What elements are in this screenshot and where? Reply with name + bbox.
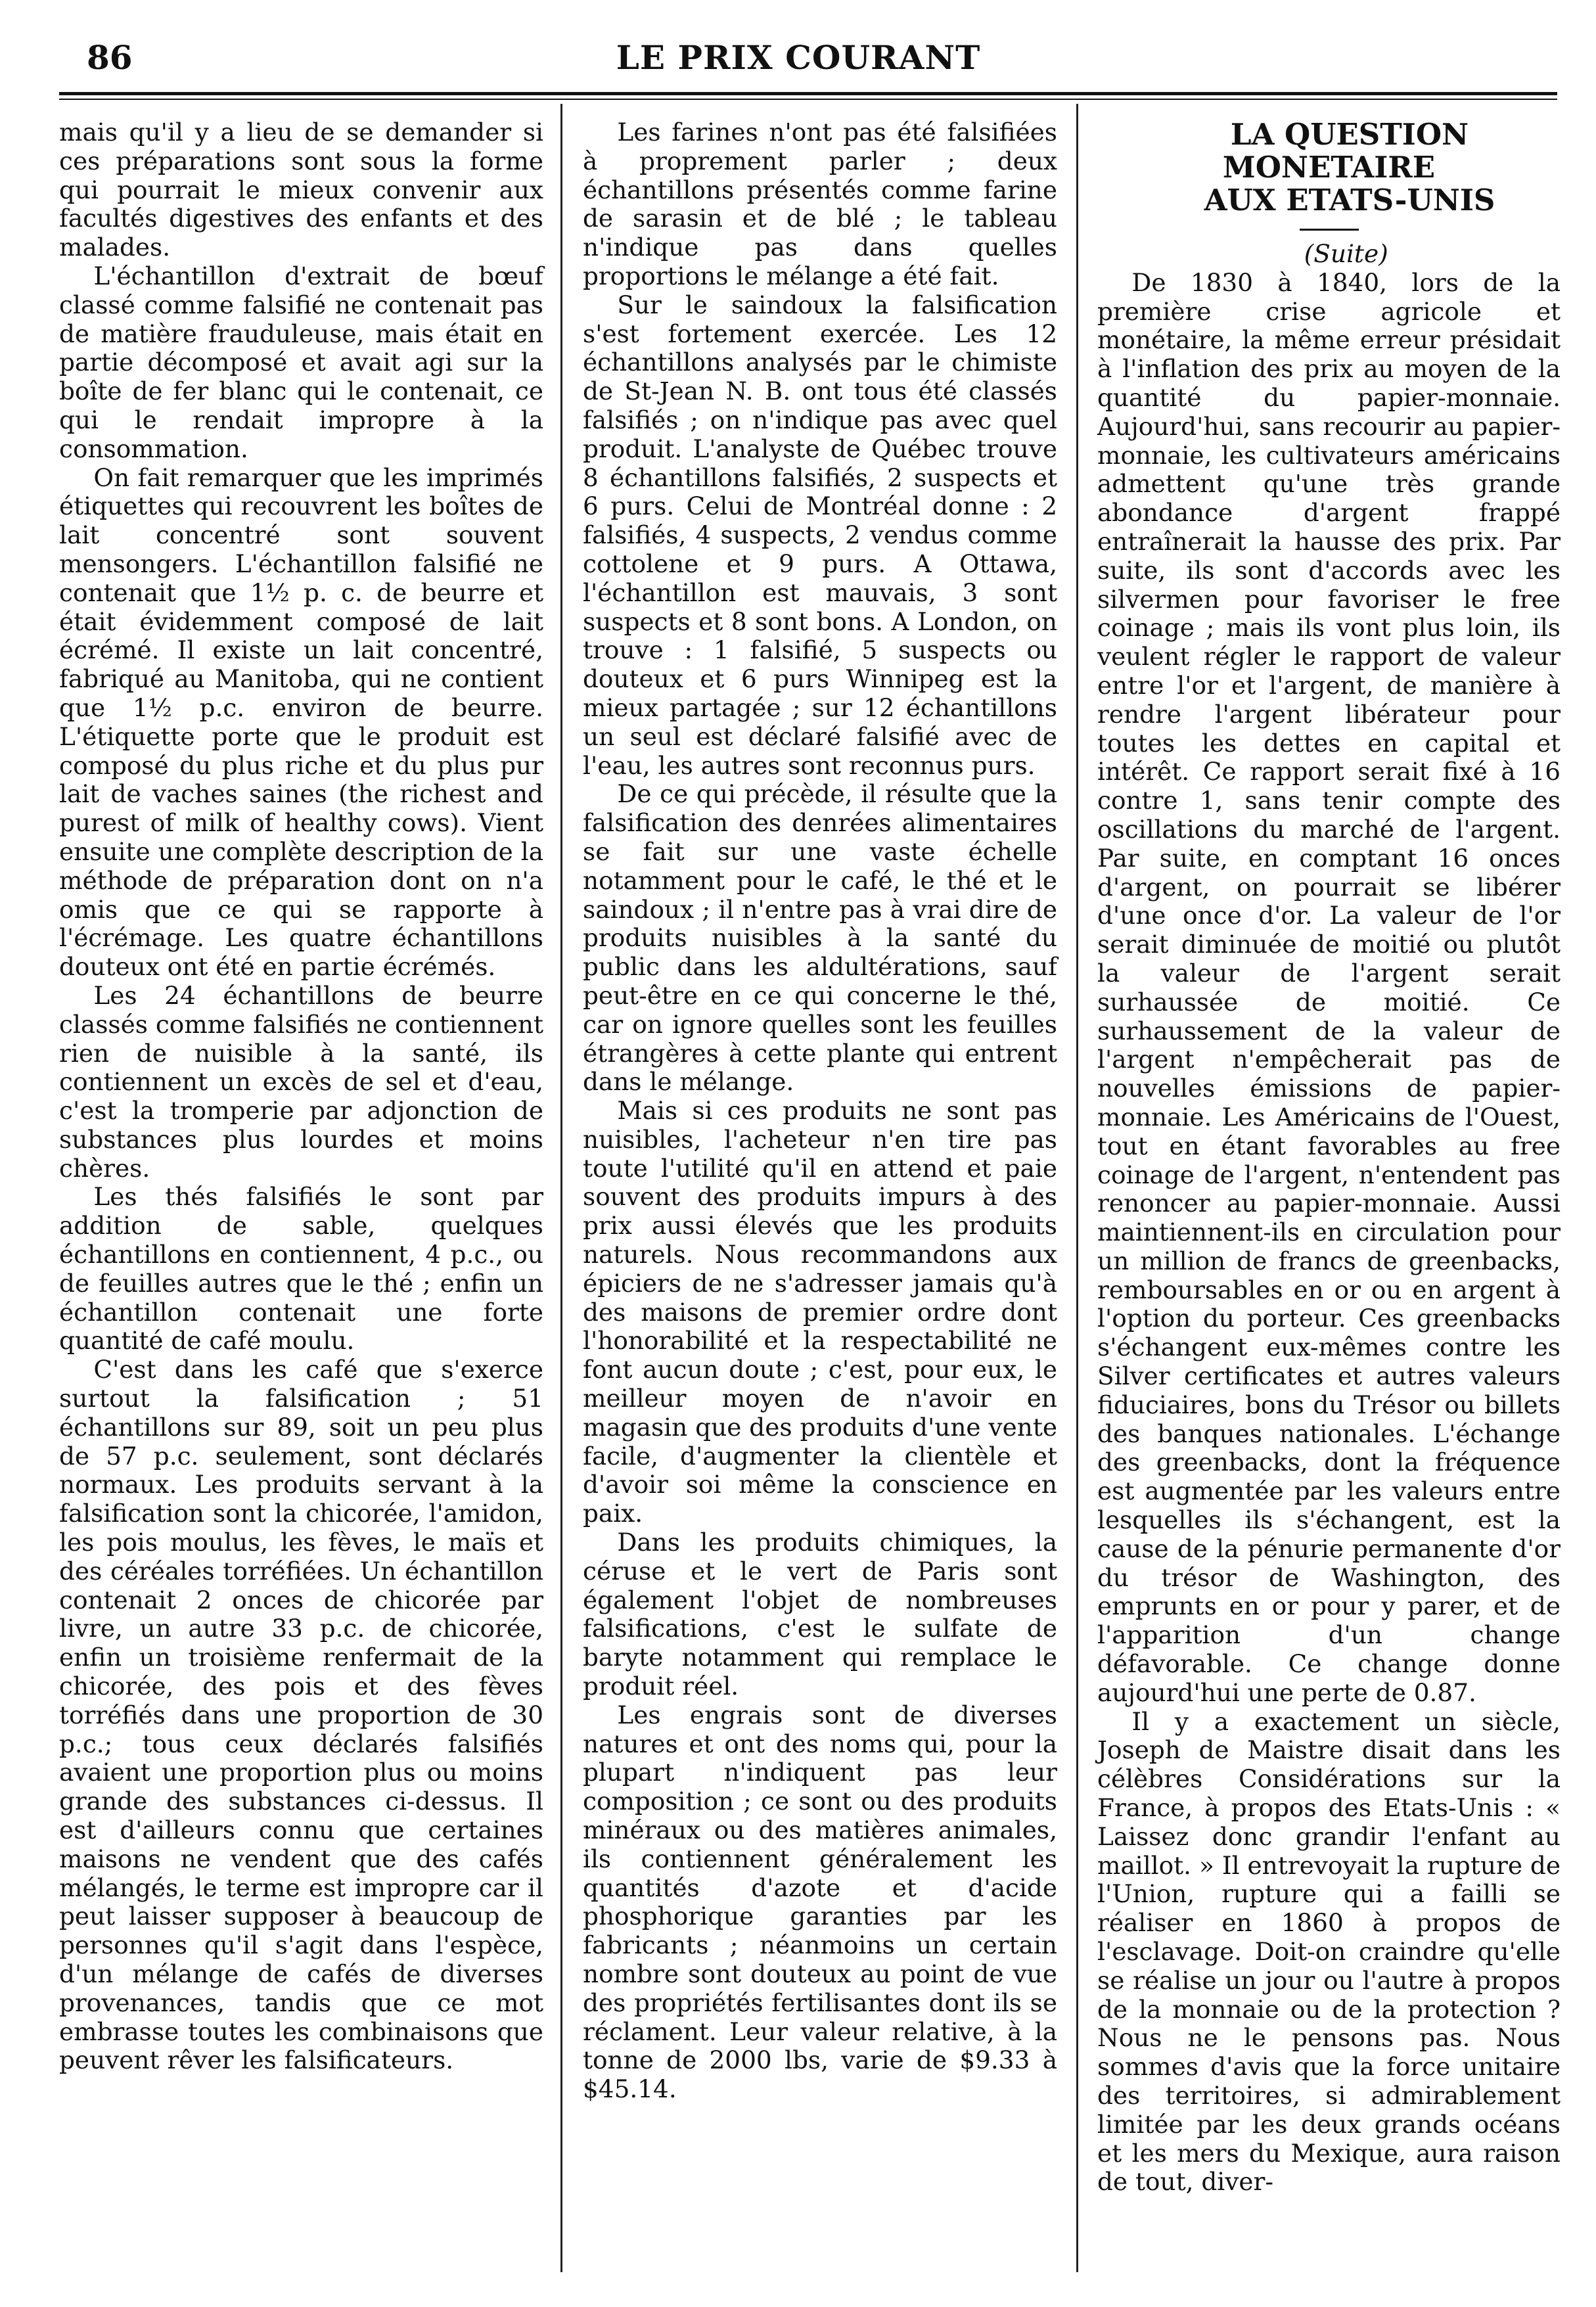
column-divider-1 [560,104,562,2272]
paragraph: mais qu'il y a lieu de se demander si ces préparations sont sous la forme qui pourrait le mieux convenir aux facultés digestives des enfants et des malades. [59,118,543,262]
paragraph: Les farines n'ont pas été falsifiées à proprement parler ; deux échantillons présentés comme farine de sarasin et de blé ; le tableau n'indique pas dans quelles proportions le mélange a été fait. [583,118,1057,290]
article-title: LA QUESTION MONETAIRE [1222,117,1469,185]
column-divider-2 [1076,104,1078,2272]
header-rule-thin [59,99,1557,100]
column-3 [1097,118,1561,2197]
article-subtitle: (Suite) [1304,239,1388,268]
paragraph: Dans les produits chimiques, la céruse et le vert de Paris sont également l'objet de nombreuses falsifications, c'est le sulfate de baryte notamment qui remplace le produit réel. [583,1528,1057,1701]
running-title: LE PRIX COURANT [616,38,981,77]
article-title-line2: AUX ETATS-UNIS [1204,183,1495,217]
header-rule [59,92,1557,95]
page-number: 86 [87,38,133,77]
paragraph: Les engrais sont de diverses natures et ont des noms qui, pour la plupart n'indiquent pas leur composition ; ce sont ou des produits minéraux ou des matières animales, ils contiennent généralement les quantités d'azote et d'acide phosphorique garanties par les fabricants ; néanmoins un certain nombre sont douteux au point de vue des propriétés fertilisantes dont ils se réclament. Leur valeur relative, à la tonne de 2000 lbs, varie de $9.33 à $45.14. [583,1700,1057,2104]
title-rule [1300,229,1359,231]
paragraph: De 1830 à 1840, lors de la première crise agricole et monétaire, la même erreur présidait à l'inflation des prix au moyen de la quantité du papier-monnaie. Aujourd'hui, sans recourir au papier-monnaie, les cultivateurs américains admettent qu'une très grande abondance d'argent frappé entraînerait la hausse des prix. Par suite, ils sont d'accords avec les silvermen pour favoriser le free coinage ; mais ils vont plus loin, ils veulent régler le rapport de valeur entre l'or et l'argent, de manière à rendre l'argent libérateur pour toutes les dettes en capital et intérêt. Ce rapport serait fixé à 16 contre 1, sans tenir compte des oscillations du marché de l'argent. Par suite, en comptant 16 onces d'argent, on pourrait se libérer d'une once d'or. La valeur de l'or serait diminuée de moitié ou plutôt la valeur de l'argent serait surhaussée de moitié. Ce surhaussement de la valeur de l'argent n'empêcherait pas de nouvelles émissions de papier-monnaie. Les Américains de l'Ouest, tout en étant favorables au free coinage de l'argent, n'entendent pas renoncer au papier-monnaie. Aussi maintiennent-ils en circulation pour un million de francs de greenbacks, remboursables en or ou en argent à l'option du porteur. Ces greenbacks s'échangent eux-mêmes contre les Silver certificates et autres valeurs fiduciaires, bons du Trésor ou billets des banques nationales. L'échange des greenbacks, dont la fréquence est augmentée par les valeurs entre lesquelles ils s'échangent, est la cause de la pénurie permanente d'or du trésor de Washington, des emprunts en or pour y parer, et de l'apparition d'un change défavorable. Ce change donne aujourd'hui une perte de 0.87. [1097,267,1561,1707]
paragraph: On fait remarquer que les imprimés étiquettes qui recouvrent les boîtes de lait concentré sont souvent mensongers. L'échantillon falsifié ne contenait que 1½ p. c. de beurre et était évidemment composé de lait écrémé. Il existe un lait concentré, fabriqué au Manitoba, qui ne contient que 1½ p.c. environ de beurre. L'étiquette porte que le produit est composé du plus riche et du plus pur lait de vaches saines (the richest and purest of milk of healthy cows). Vient ensuite une complète description de la méthode de préparation dont on n'a omis que ce qui se rapporte à l'écrémage. Les quatre échantillons douteux ont été en partie écrémés. [59,463,543,982]
column-1 [59,118,543,2075]
paragraph: Mais si ces produits ne sont pas nuisibles, l'acheteur n'en tire pas toute l'utilité qu'il en attend et paie souvent des produits impurs à des prix aussi élevés que les produits naturels. Nous recommandons aux épiciers de ne s'adresser jamais qu'à des maisons de premier ordre dont l'honorabilité et la respectabilité ne font aucun doute ; c'est, pour eux, le meilleur moyen de n'avoir en magasin que des produits d'une vente facile, d'augmenter la clientèle et d'avoir soi même la conscience en paix. [583,1096,1057,1528]
column-2 [583,118,1057,2104]
paragraph: Les thés falsifiés le sont par addition de sable, quelques échantillons en contiennent, 4 p.c., ou de feuilles autres que le thé ; enfin un échantillon contenait une forte quantité de café moulu. [59,1182,543,1356]
paragraph: De ce qui précède, il résulte que la falsification des denrées alimentaires se fait sur une vaste échelle notamment pour le café, le thé et le saindoux ; il n'entre pas à vrai dire de produits nuisibles à la santé du public dans les aldultérations, sauf peut-être en ce qui concerne le thé, car on ignore quelles sont les feuilles étrangères à cette plante qui entrent dans le mélange. [583,779,1057,1097]
paragraph: C'est dans les café que s'exerce surtout la falsification ; 51 échantillons sur 89, soit un peu plus de 57 p.c. seulement, sont déclarés normaux. Les produits servant à la falsification sont la chicorée, l'amidon, les pois moulus, les fèves, le maïs et des céréales torréfiées. Un échantillon contenait 2 onces de chicorée par livre, un autre 33 p.c. de chicorée, enfin un troisième renfermait de la chicorée, des pois et des fèves torréfiés dans une proportion de 30 p.c.; tous ceux déclarés falsifiés avaient une proportion plus ou moins grande des substances ci-dessus. Il est d'ailleurs connu que certaines maisons ne vendent que des cafés mélangés, le terme est impropre car il peut laisser supposer à beaucoup de personnes qu'il s'agit dans l'espèce, d'un mélange de cafés de diverses provenances, tandis que ce mot embrasse toutes les combinaisons que peuvent rêver les falsificateurs. [59,1355,543,2075]
paragraph: Les 24 échantillons de beurre classés comme falsifiés ne contiennent rien de nuisible à la santé, ils contiennent un excès de sel et d'eau, c'est la tromperie par adjonction de substances plus lourdes et moins chères. [59,980,543,1183]
page-header [46,38,1551,91]
paragraph: Il y a exactement un siècle, Joseph de Maistre disait dans les célèbres Considérations sur la France, à propos des Etats-Unis : « Laissez donc grandir l'enfant au maillot. » Il entrevoyait la rupture de l'Union, rupture qui a failli se réaliser en 1860 à propos de l'esclavage. Doit-on craindre qu'elle se réalise un jour ou l'autre à propos de la monnaie ou de la protection ? Nous ne le pensons pas. Nous sommes d'avis que la force unitaire des territoires, si admirablement limitée par les deux grands océans et les mers du Mexique, aura raison de tout, diver- [1097,1706,1561,2197]
paragraph: L'échantillon d'extrait de bœuf classé comme falsifié ne contenait pas de matière frauduleuse, mais était en partie décomposé et avait agi sur la boîte de fer blanc qui le contenait, ce qui le rendait impropre à la consommation. [59,261,543,463]
paragraph: Sur le saindoux la falsification s'est fortement exercée. Les 12 échantillons analysés par le chimiste de St-Jean N. B. ont tous été classés falsifiés ; on n'indique pas avec quel produit. L'analyste de Québec trouve 8 échantillons falsifiés, 2 suspects et 6 purs. Celui de Montréal donne : 2 falsifiés, 4 suspects, 2 vendus comme cottolene et 9 purs. A Ottawa, l'échantillon est mauvais, 3 sont suspects et 8 sont bons. A London, on trouve : 1 falsifié, 5 suspects ou douteux et 6 purs Winnipeg est la mieux partagée ; sur 12 échantillons un seul est déclaré falsifié avec de l'eau, les autres sont reconnus purs. [583,290,1057,780]
